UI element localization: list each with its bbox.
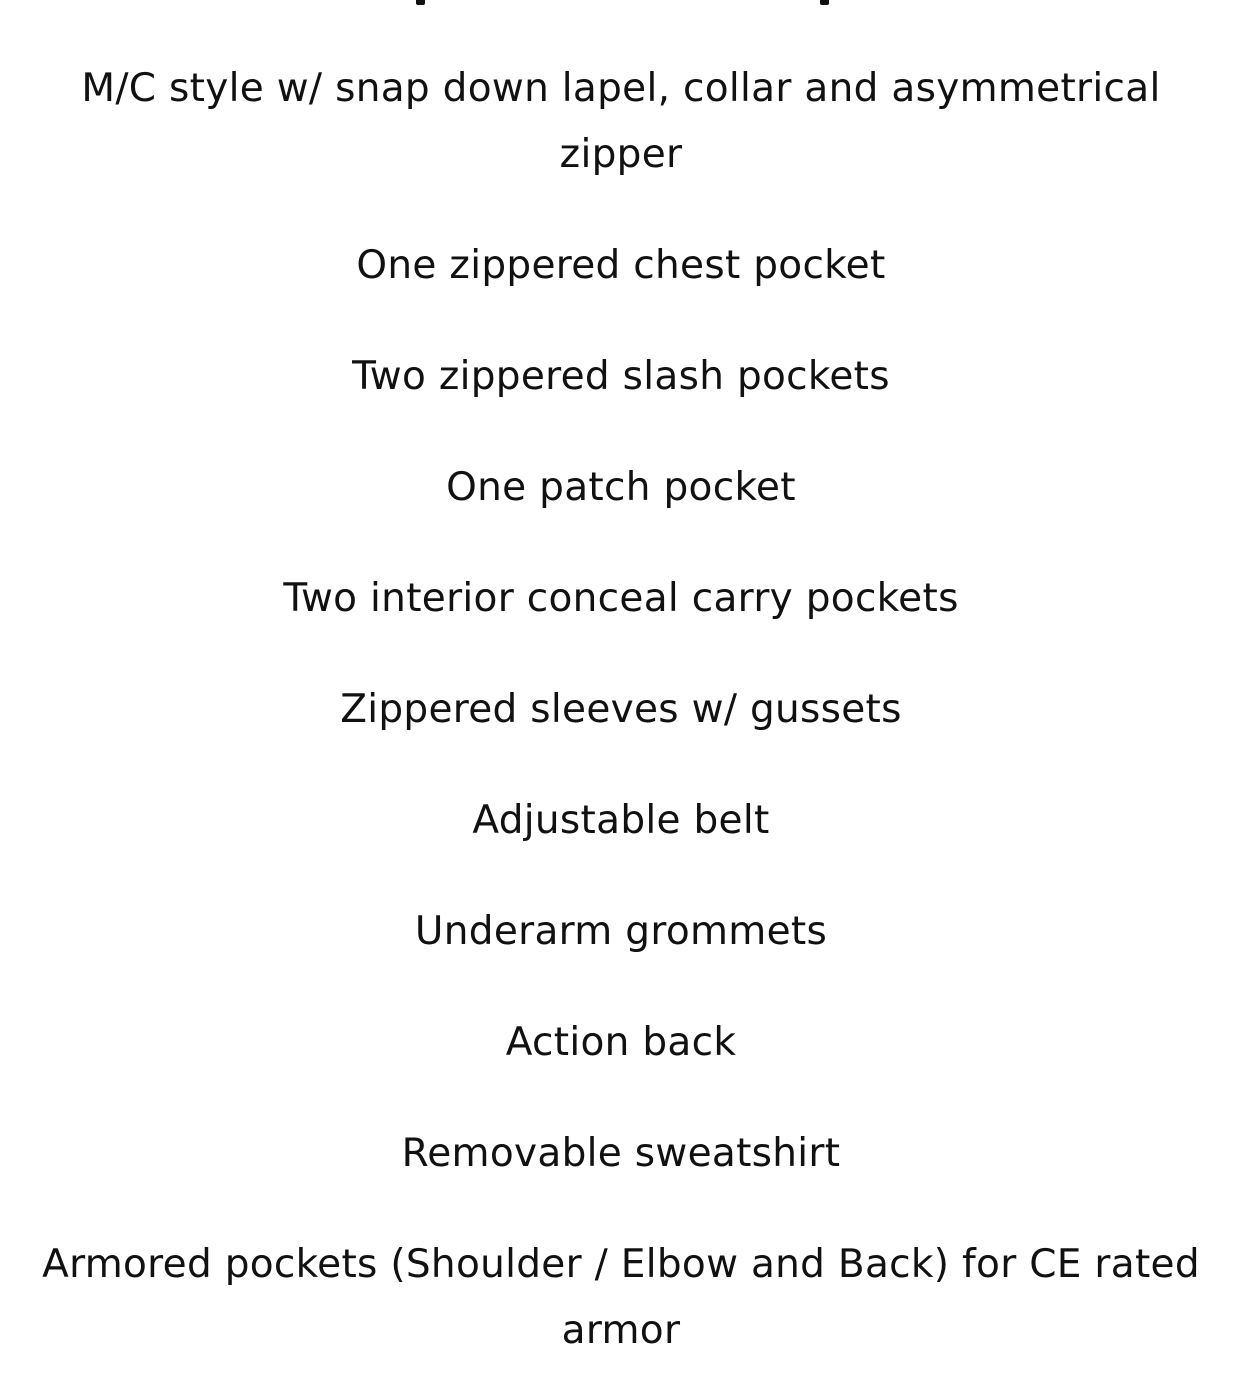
feature-item-zippered-sleeves: Zippered sleeves w/ gussets xyxy=(340,687,902,732)
cut-off-heading xyxy=(0,0,1242,6)
feature-item-action-back: Action back xyxy=(505,1020,737,1065)
feature-item-removable-sweatshirt: Removable sweatshirt xyxy=(401,1131,841,1176)
feature-item-conceal-carry-pockets: Two interior conceal carry pockets xyxy=(283,576,959,621)
feature-item-adjustable-belt: Adjustable belt xyxy=(472,798,770,843)
heading-fragment xyxy=(820,0,829,5)
feature-item-chest-pocket: One zippered chest pocket xyxy=(356,243,886,288)
feature-item-patch-pocket: One patch pocket xyxy=(446,465,796,510)
feature-item-slash-pockets: Two zippered slash pockets xyxy=(352,354,890,399)
heading-fragment xyxy=(416,0,425,5)
feature-item-underarm-grommets: Underarm grommets xyxy=(414,909,828,954)
feature-item-armored-pockets: Armored pockets (Shoulder / Elbow and Back) for CE rated armor xyxy=(42,1242,1200,1353)
feature-item-mc-style: M/C style w/ snap down lapel, collar and asymmetrical zipper xyxy=(81,66,1161,177)
